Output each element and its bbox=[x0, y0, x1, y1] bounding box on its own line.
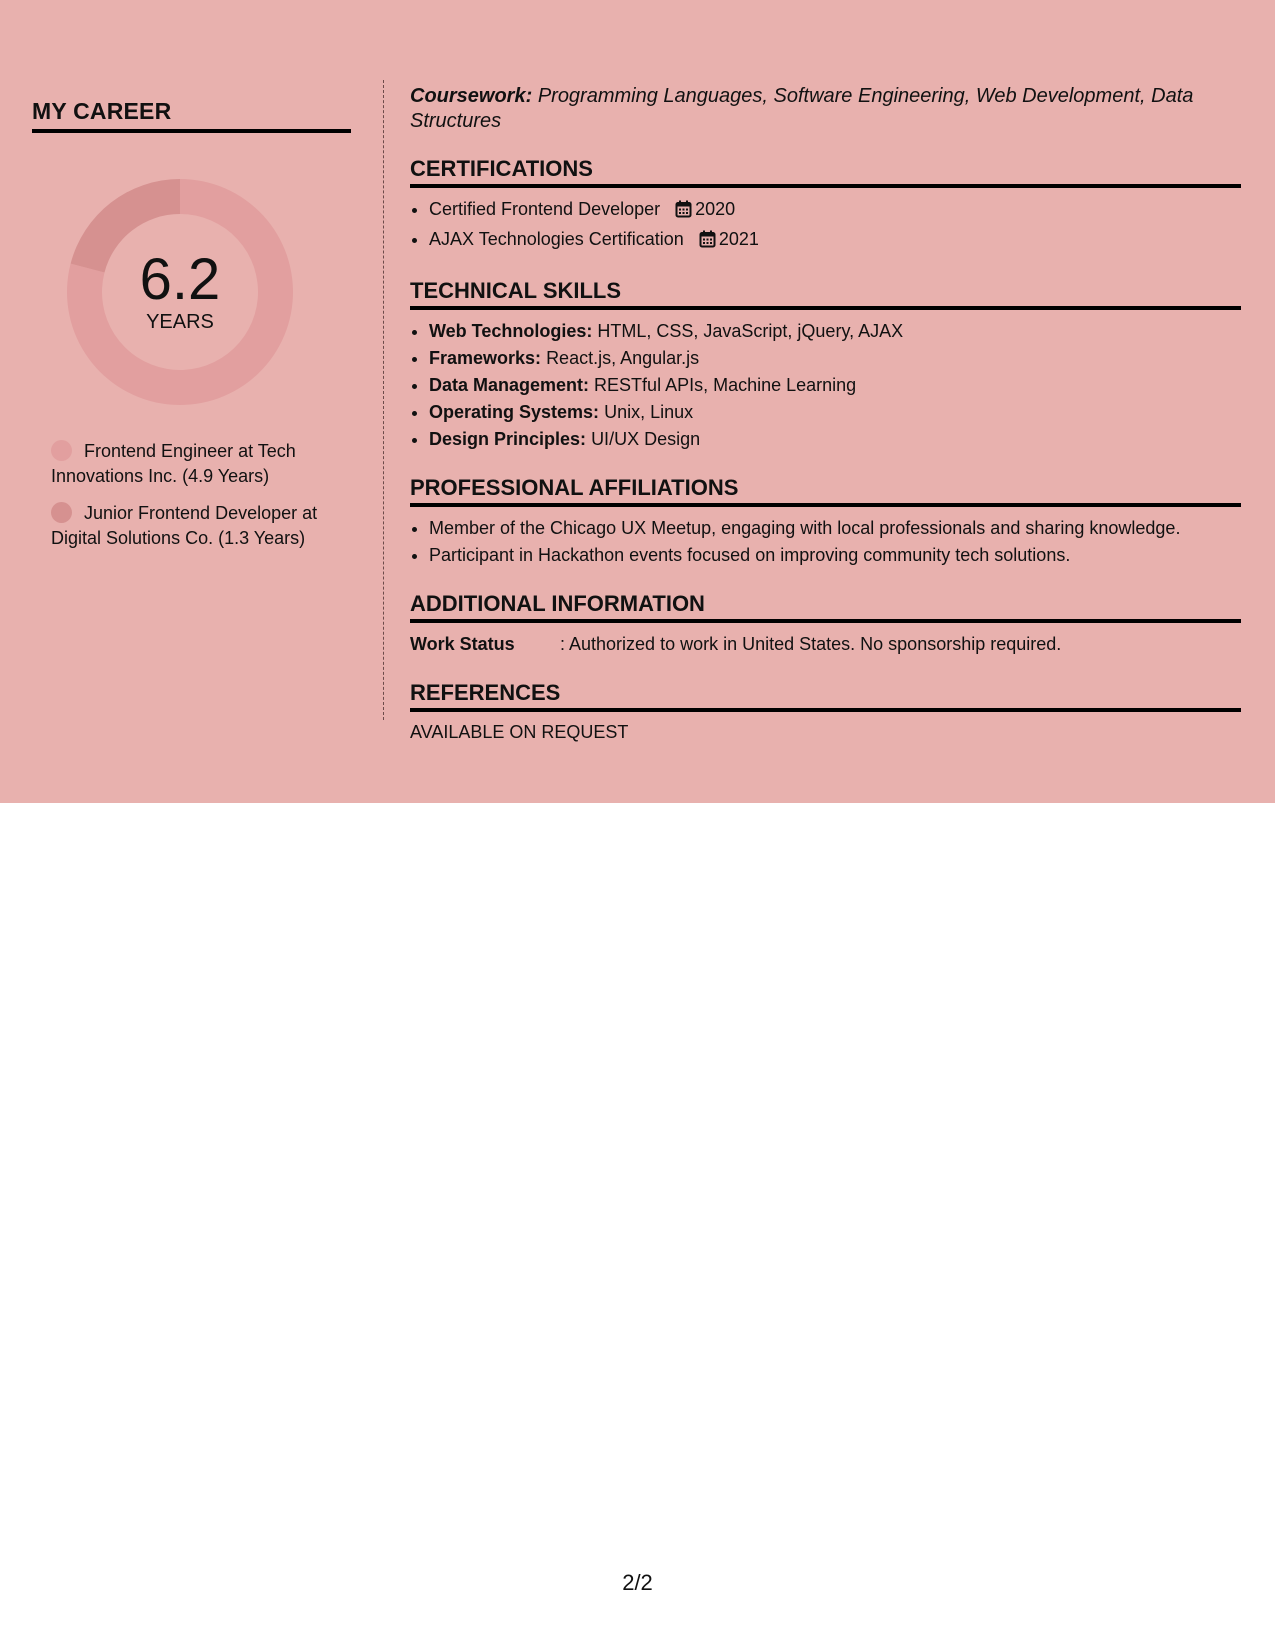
skill-item bbox=[429, 318, 1241, 345]
affiliations-title: PROFESSIONAL AFFILIATIONS bbox=[410, 475, 1241, 507]
certifications-title: CERTIFICATIONS bbox=[410, 156, 1241, 188]
legend-dot bbox=[51, 440, 72, 461]
skills-list bbox=[410, 318, 1241, 453]
total-years-value: 6.2 bbox=[139, 247, 221, 312]
skill-label: Data Management: bbox=[429, 375, 590, 395]
certification-item bbox=[429, 196, 1241, 226]
skill-value: RESTful APIs, Machine Learning bbox=[594, 375, 857, 395]
certification-year: 2020 bbox=[695, 199, 736, 219]
references-title: REFERENCES bbox=[410, 680, 1241, 712]
legend-item bbox=[51, 501, 341, 551]
certification-year: 2021 bbox=[718, 229, 759, 249]
work-status-value: : Authorized to work in United States. No sponsorship required. bbox=[560, 634, 1062, 654]
skill-item bbox=[429, 426, 1241, 453]
page-number: 2/2 bbox=[622, 1570, 653, 1595]
references-text: AVAILABLE ON REQUEST bbox=[410, 722, 629, 742]
coursework-text: Programming Languages, Software Engineering, Web Development, Data Structures bbox=[410, 85, 1194, 132]
skill-value: HTML, CSS, JavaScript, jQuery, AJAX bbox=[597, 321, 904, 341]
skill-label: Design Principles: bbox=[429, 429, 587, 449]
additional-info-title: ADDITIONAL INFORMATION bbox=[410, 591, 1241, 623]
skill-value: UI/UX Design bbox=[591, 429, 701, 449]
calendar-icon bbox=[675, 199, 692, 226]
work-status-label: Work Status bbox=[410, 634, 515, 654]
affiliations-list bbox=[410, 515, 1241, 569]
work-status-row bbox=[410, 631, 1241, 658]
career-title: MY CAREER bbox=[32, 98, 351, 133]
legend-dot bbox=[51, 502, 72, 523]
coursework-label: Coursework: bbox=[410, 85, 533, 107]
skill-item bbox=[429, 399, 1241, 426]
career-sidebar bbox=[32, 98, 351, 563]
main-content bbox=[410, 84, 1241, 743]
skill-label: Frameworks: bbox=[429, 348, 542, 368]
skill-value: Unix, Linux bbox=[604, 402, 694, 422]
certification-name: AJAX Technologies Certification bbox=[429, 229, 684, 249]
legend-label: Frontend Engineer at Tech Innovations Inc. (4.9 Years) bbox=[51, 441, 296, 486]
donut-center bbox=[67, 247, 293, 334]
column-divider bbox=[383, 80, 384, 720]
skill-label: Web Technologies: bbox=[429, 321, 593, 341]
affiliation-item: • Member of the Chicago UX Meetup, engaging with local professionals and sharing knowledge. bbox=[429, 515, 1241, 542]
skill-label: Operating Systems: bbox=[429, 402, 600, 422]
coursework bbox=[410, 84, 1241, 134]
legend-item bbox=[51, 439, 341, 489]
legend-label: Junior Frontend Developer at Digital Solutions Co. (1.3 Years) bbox=[51, 503, 318, 548]
affiliation-item: • Participant in Hackathon events focused on improving community tech solutions. bbox=[429, 542, 1241, 569]
total-years-unit: YEARS bbox=[146, 311, 214, 333]
calendar-icon bbox=[699, 229, 716, 256]
certification-item bbox=[429, 226, 1241, 256]
career-legend bbox=[51, 439, 341, 551]
certification-name: Certified Frontend Developer bbox=[429, 199, 661, 219]
skill-value: React.js, Angular.js bbox=[546, 348, 700, 368]
skill-item bbox=[429, 372, 1241, 399]
skills-title: TECHNICAL SKILLS bbox=[410, 278, 1241, 310]
career-donut-chart bbox=[67, 179, 293, 405]
certifications-list bbox=[410, 196, 1241, 256]
skill-item bbox=[429, 345, 1241, 372]
